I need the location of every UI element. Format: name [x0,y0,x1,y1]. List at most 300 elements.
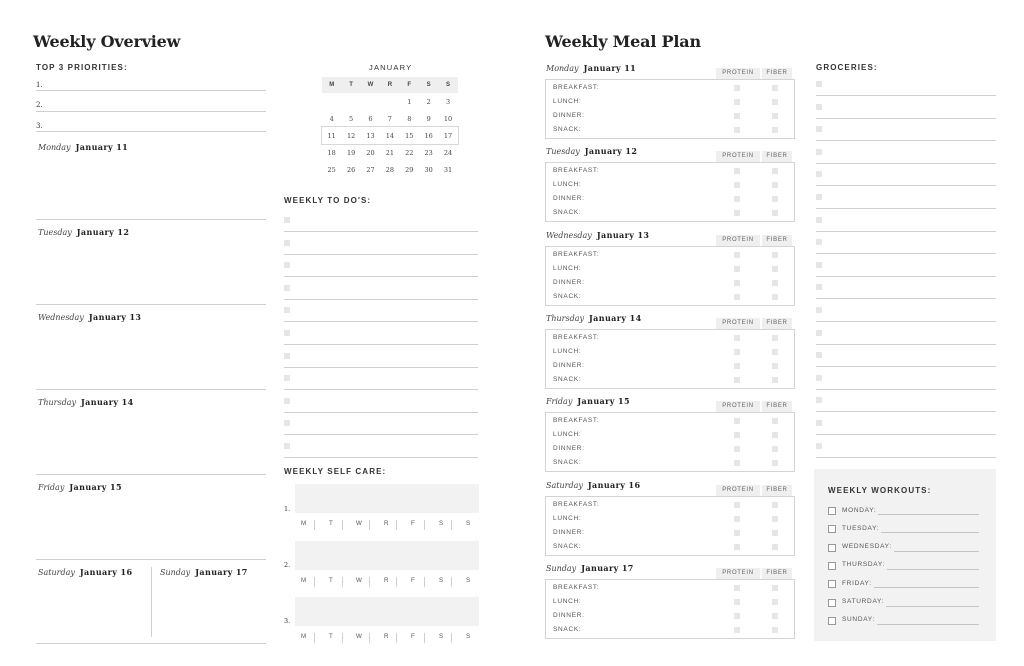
calendar-day[interactable]: 24 [443,148,453,157]
protein-checkbox[interactable] [734,446,740,452]
meal-label: LUNCH: [553,514,582,522]
workout-checkbox[interactable] [828,580,836,588]
day-date: January 12 [584,146,638,157]
todo-line[interactable] [284,434,478,435]
calendar-day[interactable]: 11 [327,131,336,140]
calendar-day[interactable]: 1 [407,97,412,106]
workout-checkbox[interactable] [828,617,836,625]
day-name: Tuesday [38,228,72,237]
meal-day-label [546,480,640,490]
weekend-divider [151,567,152,637]
day-date: January 14 [80,397,134,407]
fiber-header: FIBER [762,151,792,162]
todo-line[interactable] [284,254,478,255]
selfcare-box-1[interactable] [295,484,479,513]
tracker-day[interactable]: F [411,633,416,640]
calendar-day[interactable] [322,93,341,110]
tracker-day[interactable]: M [301,520,307,527]
meal-label: SNACK: [553,542,582,550]
grocery-line[interactable] [816,457,996,458]
protein-checkbox[interactable] [734,294,740,300]
protein-checkbox[interactable] [734,599,740,605]
grocery-checkbox[interactable] [816,126,822,132]
fiber-checkbox[interactable] [772,502,778,508]
tracker-divider [342,633,343,643]
todo-line[interactable] [284,457,478,458]
todo-checkbox[interactable] [284,262,290,268]
tracker-day[interactable]: T [329,577,334,584]
workout-day-label: FRIDAY: [842,579,872,587]
protein-checkbox[interactable] [734,85,740,91]
calendar-day[interactable]: 9 [426,114,431,123]
protein-checkbox[interactable] [734,168,740,174]
fiber-header: FIBER [762,568,792,579]
grocery-checkbox[interactable] [816,262,822,268]
protein-checkbox[interactable] [734,530,740,536]
day-name: Thursday [546,313,584,323]
tracker-day[interactable]: W [356,520,363,527]
meal-day-label [546,146,637,156]
protein-checkbox[interactable] [734,210,740,216]
workout-day-label: SUNDAY: [842,616,875,624]
grocery-line[interactable] [816,140,996,141]
calendar-day[interactable]: 4 [329,114,334,123]
protein-checkbox[interactable] [734,432,740,438]
todo-checkbox[interactable] [284,353,290,359]
tracker-divider [314,577,315,587]
todo-line[interactable] [284,321,478,322]
fiber-checkbox[interactable] [772,377,778,383]
calendar-day[interactable]: 26 [346,165,356,174]
fiber-header: FIBER [762,68,792,79]
tracker-day[interactable]: F [411,577,416,584]
workout-line[interactable] [877,624,979,625]
protein-checkbox[interactable] [734,182,740,188]
tracker-day[interactable]: T [329,520,334,527]
calendar-day[interactable]: 28 [385,165,394,174]
workout-day-label: TUESDAY: [842,524,880,532]
tracker-divider [396,633,397,643]
fiber-header: FIBER [762,401,792,412]
overview-day-wednesday [38,312,141,322]
fiber-checkbox[interactable] [772,335,778,341]
selfcare-box-2[interactable] [295,541,479,570]
fiber-checkbox[interactable] [772,127,778,133]
fiber-checkbox[interactable] [772,460,778,466]
todo-line[interactable] [284,344,478,345]
protein-checkbox[interactable] [734,613,740,619]
grocery-line[interactable] [816,95,996,96]
overview-day-saturday [38,567,132,577]
workout-checkbox[interactable] [828,544,836,552]
calendar-weekday: F [400,77,419,93]
meal-label: LUNCH: [553,597,582,605]
meal-label: SNACK: [553,209,582,217]
workout-day-label: WEDNESDAY: [842,543,892,551]
meal-label: SNACK: [553,459,582,467]
selfcare-number-3: 3. [284,617,291,625]
grocery-checkbox[interactable] [816,420,822,426]
overview-day-monday [38,142,128,152]
calendar-day[interactable]: 14 [385,131,394,140]
day-date: January 15 [69,482,122,492]
day-name: Wednesday [546,230,592,240]
meal-label: BREAKFAST: [553,583,600,591]
tracker-divider [451,520,452,530]
calendar-weekday: W [361,77,380,93]
selfcare-box-3[interactable] [295,597,479,626]
tracker-day[interactable]: S [466,633,471,640]
tracker-divider [369,633,370,643]
grocery-line[interactable] [816,185,996,186]
tracker-divider [396,577,397,587]
protein-checkbox[interactable] [734,460,740,466]
grocery-line[interactable] [816,411,996,412]
grocery-checkbox[interactable] [816,239,822,245]
day-date: January 15 [577,396,630,407]
grocery-line[interactable] [816,366,996,367]
meal-day-label [546,230,649,240]
calendar-day[interactable]: 20 [366,148,375,157]
day-name: Thursday [38,398,76,407]
calendar-day[interactable]: 23 [424,148,433,157]
tracker-day[interactable]: R [384,633,390,640]
protein-checkbox[interactable] [734,516,740,522]
priority-line-3[interactable] [36,131,266,132]
meal-label: DINNER: [553,195,585,203]
protein-header: PROTEIN [716,568,760,579]
meal-label: DINNER: [553,611,585,619]
tracker-divider [396,520,397,530]
day-date: January 13 [88,312,142,322]
day-name: Saturday [38,568,75,577]
workouts-label: WEEKLY WORKOUTS: [828,486,932,495]
protein-header: PROTEIN [716,235,760,246]
calendar-day[interactable]: 3 [445,97,451,106]
day-name: Monday [38,143,71,152]
overview-day-tuesday [38,227,129,237]
protein-checkbox[interactable] [734,280,740,286]
tracker-divider [451,577,452,587]
meal-label: BREAKFAST: [553,500,600,508]
fiber-checkbox[interactable] [772,418,778,424]
meal-label: LUNCH: [553,98,582,105]
protein-checkbox[interactable] [734,113,740,119]
calendar-day[interactable]: 10 [443,114,453,123]
fiber-checkbox[interactable] [772,599,778,605]
day-divider [36,389,266,390]
fiber-checkbox[interactable] [772,294,778,300]
day-name: Wednesday [38,313,84,322]
protein-header: PROTEIN [716,68,760,79]
priority-line-2[interactable] [36,111,266,112]
calendar-day[interactable] [361,93,380,110]
todos-label: WEEKLY TO DO'S: [284,196,372,205]
calendar-day[interactable]: 7 [387,114,392,123]
calendar-day[interactable]: 15 [405,131,414,140]
calendar-day[interactable]: 13 [366,131,375,140]
grocery-line[interactable] [816,321,996,322]
tracker-day[interactable]: R [384,577,390,584]
overview-day-thursday [38,397,134,407]
grocery-line[interactable] [816,118,996,119]
protein-checkbox[interactable] [734,349,740,355]
tracker-divider [369,577,370,587]
protein-checkbox[interactable] [734,335,740,341]
protein-header: PROTEIN [716,318,760,329]
fiber-checkbox[interactable] [772,196,778,202]
meal-label: LUNCH: [553,431,582,439]
grocery-checkbox[interactable] [816,194,822,200]
calendar-day[interactable]: 25 [327,165,336,174]
fiber-checkbox[interactable] [772,432,778,438]
tracker-divider [342,520,343,530]
todo-checkbox[interactable] [284,398,290,404]
meal-label: LUNCH: [553,264,582,272]
todo-checkbox[interactable] [284,330,290,336]
fiber-checkbox[interactable] [772,544,778,550]
meal-label: LUNCH: [553,347,582,355]
meal-label: DINNER: [553,528,585,536]
meal-plan-title: Weekly Meal Plan [545,32,701,51]
tracker-divider [451,633,452,643]
meal-label: BREAKFAST: [553,417,600,425]
grocery-line[interactable] [816,344,996,345]
calendar-day[interactable]: 31 [443,165,453,174]
fiber-checkbox[interactable] [772,349,778,355]
tracker-day[interactable]: F [411,520,416,527]
todo-line[interactable] [284,299,478,300]
selfcare-tracker-1 [295,520,479,530]
fiber-checkbox[interactable] [772,585,778,591]
calendar-day[interactable]: 21 [385,148,394,157]
protein-checkbox[interactable] [734,377,740,383]
selfcare-tracker-3 [295,633,479,643]
fiber-checkbox[interactable] [772,446,778,452]
fiber-checkbox[interactable] [772,613,778,619]
grocery-checkbox[interactable] [816,284,822,290]
day-date: January 17 [195,567,248,577]
todo-line[interactable] [284,389,478,390]
day-name: Monday [546,64,579,73]
grocery-line[interactable] [816,434,996,435]
day-date: January 11 [75,142,129,152]
calendar-day[interactable]: 2 [426,97,431,106]
fiber-checkbox[interactable] [772,113,778,119]
tracker-day[interactable]: S [466,520,471,527]
protein-checkbox[interactable] [734,585,740,591]
protein-checkbox[interactable] [734,544,740,550]
workout-line[interactable] [874,587,979,588]
day-name: Friday [38,483,65,492]
grocery-line[interactable] [816,253,996,254]
workout-checkbox[interactable] [828,599,836,607]
workout-line[interactable] [887,569,979,570]
protein-checkbox[interactable] [734,127,740,133]
todo-checkbox[interactable] [284,240,290,246]
fiber-checkbox[interactable] [772,627,778,633]
meal-label: DINNER: [553,112,585,119]
selfcare-number-2: 2. [284,561,291,569]
workout-line[interactable] [886,606,979,607]
day-date: January 13 [596,229,650,240]
grocery-line[interactable] [816,298,996,299]
workout-checkbox[interactable] [828,562,836,570]
day-name: Saturday [546,480,583,490]
priority-number-2: 2. [36,101,43,109]
workout-line[interactable] [878,514,979,515]
meal-label: LUNCH: [553,181,582,189]
tracker-divider [314,633,315,643]
calendar-day[interactable]: 16 [424,131,433,140]
grocery-checkbox[interactable] [816,397,822,403]
tracker-day[interactable]: S [439,577,444,584]
fiber-checkbox[interactable] [772,99,778,105]
calendar-day[interactable]: 18 [327,148,336,157]
fiber-header: FIBER [762,318,792,329]
grocery-checkbox[interactable] [816,443,822,449]
grocery-checkbox[interactable] [816,149,822,155]
tracker-day[interactable]: W [356,577,363,584]
tracker-day[interactable]: S [466,577,471,584]
protein-checkbox[interactable] [734,363,740,369]
grocery-checkbox[interactable] [816,330,822,336]
calendar-day[interactable] [341,93,360,110]
protein-checkbox[interactable] [734,418,740,424]
grocery-checkbox[interactable] [816,352,822,358]
protein-checkbox[interactable] [734,196,740,202]
grocery-checkbox[interactable] [816,307,822,313]
fiber-checkbox[interactable] [772,516,778,522]
grocery-checkbox[interactable] [816,81,822,87]
fiber-checkbox[interactable] [772,168,778,174]
fiber-checkbox[interactable] [772,210,778,216]
meal-label: BREAKFAST: [553,167,600,175]
calendar-weekday: S [438,77,457,93]
grocery-checkbox[interactable] [816,171,822,177]
fiber-checkbox[interactable] [772,182,778,188]
tracker-divider [424,577,425,587]
tracker-day[interactable]: W [356,633,363,640]
calendar-weekday: M [322,77,341,93]
grocery-checkbox[interactable] [816,104,822,110]
meal-day-label [546,563,634,573]
protein-checkbox[interactable] [734,99,740,105]
grocery-line[interactable] [816,389,996,390]
fiber-header: FIBER [762,235,792,246]
grocery-line[interactable] [816,163,996,164]
protein-checkbox[interactable] [734,266,740,272]
day-date: January 16 [79,567,133,577]
meal-label: SNACK: [553,625,582,633]
tracker-divider [342,577,343,587]
meal-day-label [546,63,636,73]
workout-day-label: MONDAY: [842,506,877,514]
tracker-divider [424,520,425,530]
tracker-day[interactable]: R [384,520,390,527]
grocery-checkbox[interactable] [816,217,822,223]
tracker-day[interactable]: S [439,520,444,527]
fiber-checkbox[interactable] [772,266,778,272]
meal-label: DINNER: [553,361,585,369]
fiber-checkbox[interactable] [772,363,778,369]
calendar-day[interactable]: 17 [443,131,453,140]
protein-checkbox[interactable] [734,627,740,633]
fiber-checkbox[interactable] [772,530,778,536]
todo-line[interactable] [284,231,478,232]
tracker-day[interactable]: M [301,577,307,584]
day-date: January 12 [76,227,130,237]
calendar-day[interactable]: 27 [366,165,375,174]
workout-day-label: SATURDAY: [842,598,885,605]
workout-checkbox[interactable] [828,525,836,533]
grocery-checkbox[interactable] [816,375,822,381]
todo-line[interactable] [284,367,478,368]
priority-number-3: 3. [36,122,43,130]
fiber-checkbox[interactable] [772,85,778,91]
calendar-week [322,161,458,178]
meal-label: DINNER: [553,445,585,453]
workout-checkbox[interactable] [828,507,836,515]
calendar-day[interactable]: 12 [346,131,356,140]
todo-line[interactable] [284,412,478,413]
protein-checkbox[interactable] [734,252,740,258]
todo-checkbox[interactable] [284,420,290,426]
calendar-day[interactable]: 6 [368,114,373,123]
tracker-day[interactable]: M [301,633,307,640]
todo-checkbox[interactable] [284,375,290,381]
day-date: January 11 [583,63,637,73]
day-divider [36,559,266,560]
workout-line[interactable] [894,551,979,552]
grocery-line[interactable] [816,231,996,232]
selfcare-number-1: 1. [284,505,291,513]
selfcare-label: WEEKLY SELF CARE: [284,467,387,476]
calendar-day[interactable]: 5 [349,114,354,123]
day-name: Sunday [160,568,191,577]
calendar-weekday: T [341,77,360,93]
calendar-day[interactable]: 29 [405,165,414,174]
priorities-label: TOP 3 PRIORITIES: [36,63,128,72]
grocery-line[interactable] [816,208,996,209]
calendar-day[interactable]: 8 [407,114,412,123]
calendar-day[interactable]: 30 [424,165,433,174]
tracker-divider [314,520,315,530]
workout-line[interactable] [881,532,979,533]
day-name: Sunday [546,563,577,573]
workout-day-label: THURSDAY: [842,561,886,569]
todo-line[interactable] [284,276,478,277]
grocery-line[interactable] [816,276,996,277]
tracker-day[interactable]: T [329,633,334,640]
fiber-checkbox[interactable] [772,280,778,286]
priority-line-1[interactable] [36,90,266,91]
meal-day-label [546,313,642,323]
fiber-checkbox[interactable] [772,252,778,258]
meal-label: BREAKFAST: [553,84,600,91]
meal-label: SNACK: [553,292,582,300]
calendar-day[interactable] [380,93,399,110]
todo-checkbox[interactable] [284,217,290,223]
todo-checkbox[interactable] [284,443,290,449]
todo-checkbox[interactable] [284,307,290,313]
tracker-day[interactable]: S [439,633,444,640]
meal-label: BREAKFAST: [553,250,600,258]
calendar-day[interactable]: 19 [346,148,356,157]
calendar-day[interactable]: 22 [405,148,414,157]
protein-checkbox[interactable] [734,502,740,508]
todo-checkbox[interactable] [284,285,290,291]
